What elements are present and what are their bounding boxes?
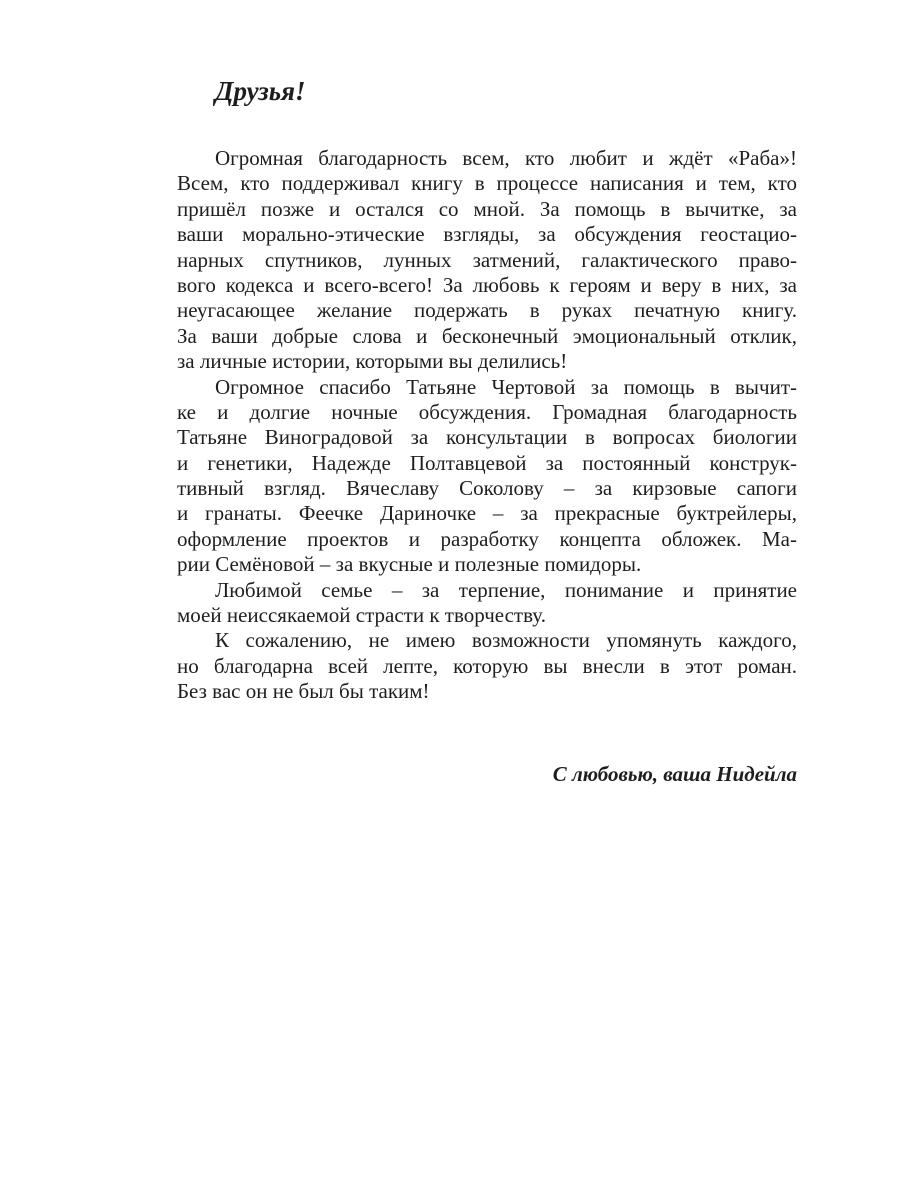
paragraph-3 — [177, 578, 797, 629]
text-line: Без вас он не был бы таким! — [177, 679, 430, 704]
text-line: и гранаты. Феечке Дариночке – за прекрасные буктрейлеры, — [177, 501, 797, 526]
text-line: неугасающее желание подержать в руках печатную книгу. — [177, 298, 797, 323]
text-line: Всем, кто поддерживал книгу в процессе написания и тем, кто — [177, 171, 797, 196]
signature: С любовью, ваша Нидейла — [552, 762, 797, 786]
text-line: за личные истории, которыми вы делились! — [177, 349, 568, 374]
text-line: К сожалению, не имею возможности упомянуть каждого, — [215, 628, 797, 653]
text-line: Любимой семье – за терпение, понимание и принятие — [215, 577, 797, 602]
text-line: Огромная благодарность всем, кто любит и ждёт «Раба»! — [215, 146, 797, 170]
paragraph-4 — [177, 628, 797, 704]
paragraph-1 — [177, 146, 797, 375]
text-line: моей неиссякаемой страсти к творчеству. — [177, 603, 546, 628]
text-line: ваши морально-этические взгляды, за обсуждения геостацио- — [177, 222, 797, 247]
text-line: пришёл позже и остался со мной. За помощь в вычитке, за — [177, 196, 797, 221]
paragraph-2 — [177, 375, 797, 578]
acknowledgements-text — [177, 146, 797, 705]
text-line: и генетики, Надежде Полтавцевой за постоянный конструк- — [177, 450, 797, 475]
text-line: За ваши добрые слова и бесконечный эмоциональный отклик, — [177, 323, 797, 348]
text-line: ке и долгие ночные обсуждения. Громадная благодарность — [177, 399, 797, 424]
text-line: тивный взгляд. Вячеславу Соколову – за кирзовые сапоги — [177, 476, 797, 501]
text-line: нарных спутников, лунных затмений, галактического право- — [177, 247, 797, 272]
text-line: Татьяне Виноградовой за консультации в вопросах биологии — [177, 425, 797, 450]
page-title: Друзья! — [215, 76, 306, 106]
text-line: рии Семёновой – за вкусные и полезные помидоры. — [177, 552, 642, 577]
text-line: оформление проектов и разработку концепта обложек. Ма- — [177, 526, 797, 551]
text-line: вого кодекса и всего-всего! За любовь к героям и веру в них, за — [177, 272, 797, 297]
text-line: Огромное спасибо Татьяне Чертовой за помощь в вычит- — [215, 374, 797, 399]
text-line: но благодарна всей лепте, которую вы внесли в этот роман. — [177, 653, 797, 678]
